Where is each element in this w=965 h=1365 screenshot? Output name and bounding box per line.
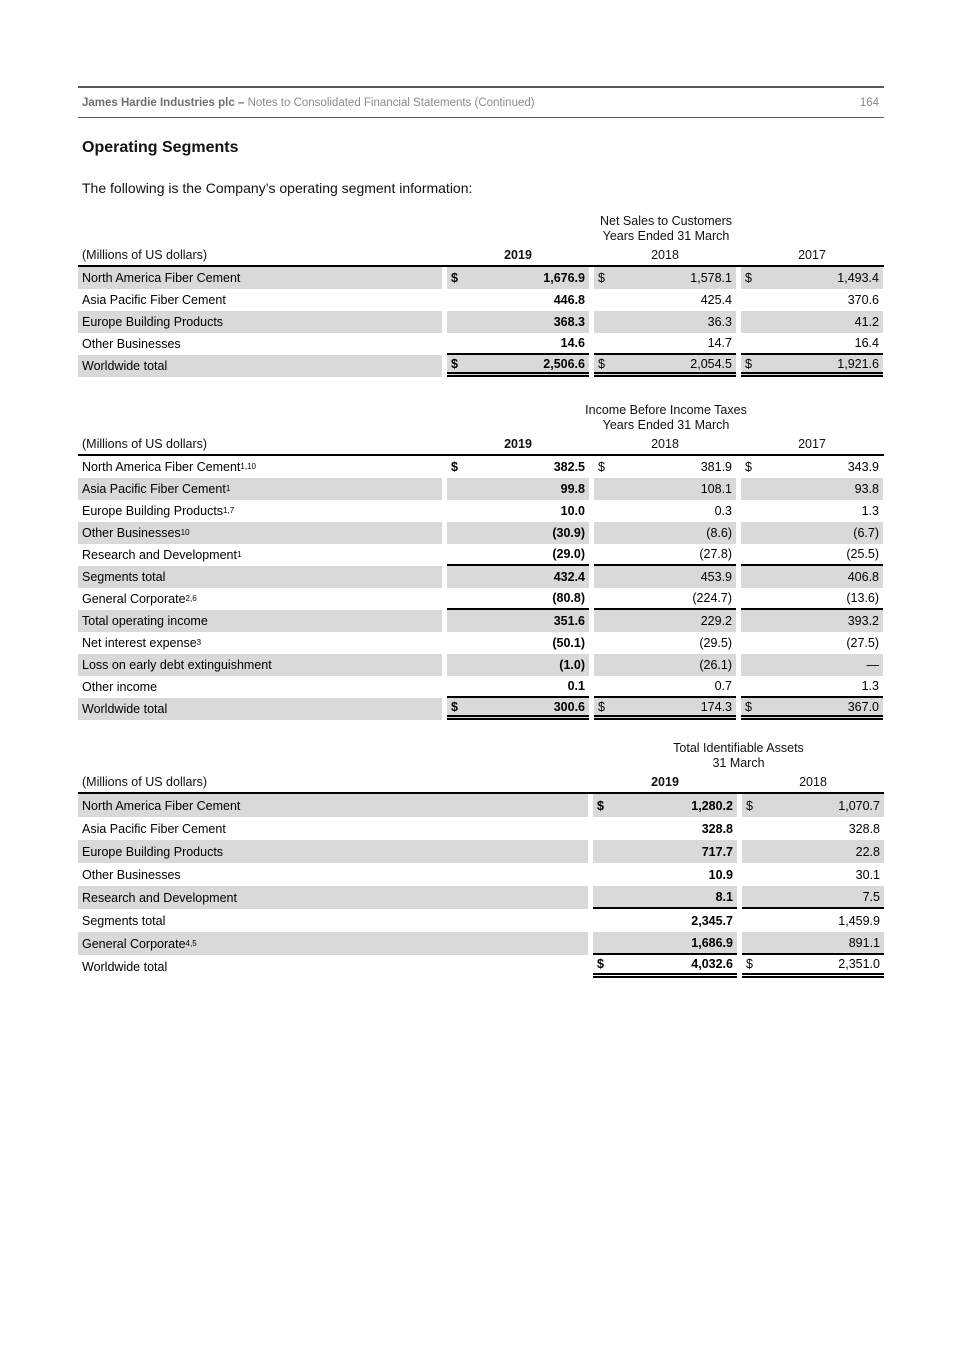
value-cell bbox=[594, 456, 736, 478]
table-row bbox=[78, 456, 884, 478]
section-heading: Operating Segments bbox=[82, 139, 239, 156]
row-label-cell bbox=[78, 267, 442, 289]
row-label-cell bbox=[78, 289, 442, 311]
cell-value: 381.9 bbox=[700, 460, 732, 474]
row-label-cell: North America Fiber Cement 1,10 bbox=[82, 460, 256, 474]
header-rule-bottom bbox=[78, 117, 884, 118]
cell-value: (224.7) bbox=[692, 591, 732, 605]
row-label: Worldwide total bbox=[82, 359, 168, 373]
table-row bbox=[78, 863, 884, 886]
table-row bbox=[78, 698, 884, 720]
cell-value: 108.1 bbox=[700, 482, 732, 496]
row-label: Other income bbox=[82, 680, 158, 694]
year-column-header: 2018 bbox=[651, 248, 679, 262]
table-row bbox=[78, 355, 884, 377]
row-label-cell bbox=[78, 566, 442, 588]
value-cell bbox=[594, 522, 736, 544]
cell-value: 1,280.2 bbox=[691, 798, 733, 813]
dollar-sign: $ bbox=[598, 699, 605, 714]
table-row bbox=[78, 333, 884, 355]
value-cell bbox=[594, 500, 736, 522]
row-label: Research and Development bbox=[82, 548, 237, 562]
intro-text: The following is the Company’s operating segment information: bbox=[82, 180, 473, 196]
row-label-cell bbox=[78, 311, 442, 333]
cell-value: (27.8) bbox=[699, 547, 732, 561]
row-label-cell bbox=[78, 840, 588, 863]
value-cell bbox=[447, 289, 589, 311]
value-cell bbox=[447, 588, 589, 610]
value-cell bbox=[741, 632, 883, 654]
value-cell bbox=[594, 632, 736, 654]
cell-value: 1,676.9 bbox=[543, 271, 585, 285]
cell-value: 10.0 bbox=[560, 504, 585, 518]
table-row bbox=[78, 544, 884, 566]
row-label: Europe Building Products bbox=[82, 315, 224, 329]
cell-value: 93.8 bbox=[854, 482, 879, 496]
cell-value: 10.9 bbox=[708, 867, 733, 882]
value-cell bbox=[447, 522, 589, 544]
table-row bbox=[78, 632, 884, 654]
cell-value: 1.3 bbox=[861, 504, 879, 518]
table-row bbox=[78, 886, 884, 909]
table-row bbox=[78, 794, 884, 817]
dollar-sign: $ bbox=[598, 460, 605, 474]
cell-value: 891.1 bbox=[848, 935, 880, 950]
cell-value: 446.8 bbox=[553, 293, 585, 307]
value-cell bbox=[741, 478, 883, 500]
row-label: Europe Building Products bbox=[82, 844, 224, 859]
value-cell bbox=[741, 355, 883, 377]
value-cell bbox=[742, 794, 884, 817]
table-title-block bbox=[448, 403, 884, 432]
table-row bbox=[78, 676, 884, 698]
cell-value: 717.7 bbox=[701, 844, 733, 859]
value-cell bbox=[594, 698, 736, 720]
row-label-cell: Net interest expense 3 bbox=[82, 636, 202, 650]
cell-value: 36.3 bbox=[707, 315, 732, 329]
cell-value: 368.3 bbox=[553, 315, 585, 329]
value-cell bbox=[742, 840, 884, 863]
document-header bbox=[78, 86, 884, 118]
cell-value: 7.5 bbox=[862, 889, 880, 904]
value-cell bbox=[593, 886, 737, 909]
row-label: Segments total bbox=[82, 913, 166, 928]
cell-value: 1,459.9 bbox=[838, 913, 880, 928]
table-row bbox=[78, 817, 884, 840]
dollar-sign: $ bbox=[745, 271, 752, 285]
value-cell bbox=[741, 566, 883, 588]
table-row bbox=[78, 588, 884, 610]
cell-value: (50.1) bbox=[552, 636, 585, 650]
table-row bbox=[78, 654, 884, 676]
dollar-sign: $ bbox=[451, 460, 458, 474]
header-title bbox=[82, 97, 535, 109]
value-cell bbox=[593, 955, 737, 978]
value-cell bbox=[742, 909, 884, 932]
cell-value: 4,032.6 bbox=[691, 957, 733, 971]
value-cell bbox=[447, 355, 589, 377]
value-cell bbox=[447, 333, 589, 355]
cell-value: (29.5) bbox=[699, 636, 732, 650]
financial-table bbox=[78, 214, 884, 377]
dollar-sign: $ bbox=[746, 957, 753, 971]
table-row bbox=[78, 289, 884, 311]
value-cell bbox=[447, 500, 589, 522]
cell-value: 1,493.4 bbox=[837, 271, 879, 285]
table-row bbox=[78, 610, 884, 632]
row-label: Worldwide total bbox=[82, 702, 168, 716]
cell-value: 30.1 bbox=[855, 867, 880, 882]
table-row bbox=[78, 932, 884, 955]
value-cell bbox=[594, 566, 736, 588]
value-cell bbox=[447, 676, 589, 698]
value-cell bbox=[741, 456, 883, 478]
table-title-block bbox=[448, 214, 884, 243]
cell-value: (30.9) bbox=[552, 526, 585, 540]
value-cell bbox=[447, 311, 589, 333]
cell-value: 174.3 bbox=[700, 699, 732, 714]
row-label-cell: General Corporate 4,5 bbox=[78, 932, 588, 955]
table-row bbox=[78, 840, 884, 863]
table-row bbox=[78, 311, 884, 333]
cell-value: 41.2 bbox=[854, 315, 879, 329]
dollar-sign: $ bbox=[451, 699, 458, 714]
table-header-row bbox=[78, 775, 884, 794]
row-label: Loss on early debt extinguishment bbox=[82, 658, 272, 672]
row-label: North America Fiber Cement bbox=[82, 460, 241, 474]
cell-value: 393.2 bbox=[847, 614, 879, 628]
table-title-block bbox=[593, 741, 884, 770]
cell-value: 1,921.6 bbox=[837, 356, 879, 371]
value-cell bbox=[594, 588, 736, 610]
value-cell bbox=[594, 311, 736, 333]
year-column-header: 2019 bbox=[651, 775, 679, 789]
year-column-header: 2019 bbox=[504, 437, 532, 451]
dollar-sign: $ bbox=[451, 271, 458, 285]
value-cell bbox=[742, 886, 884, 909]
value-cell bbox=[741, 267, 883, 289]
page-content bbox=[78, 0, 884, 978]
row-label-cell bbox=[78, 909, 588, 932]
cell-value: (26.1) bbox=[699, 658, 732, 672]
cell-value: 22.8 bbox=[855, 844, 880, 859]
value-cell bbox=[594, 478, 736, 500]
cell-value: 300.6 bbox=[553, 699, 585, 714]
row-label-cell: Research and Development 1 bbox=[82, 548, 242, 562]
year-column-header: 2017 bbox=[798, 248, 826, 262]
row-label-cell bbox=[78, 698, 442, 720]
cell-value: 1.3 bbox=[861, 679, 879, 693]
row-label: Other Businesses bbox=[82, 867, 181, 882]
table-row bbox=[78, 267, 884, 289]
table-row bbox=[78, 566, 884, 588]
value-cell bbox=[447, 267, 589, 289]
cell-value: (6.7) bbox=[853, 526, 879, 540]
dollar-sign: $ bbox=[745, 460, 752, 474]
page-number: 164 bbox=[859, 96, 879, 109]
cell-value: (1.0) bbox=[559, 658, 585, 672]
dollar-sign: $ bbox=[745, 699, 752, 714]
table-title: Total Identifiable Assets bbox=[673, 741, 804, 755]
row-label: Asia Pacific Fiber Cement bbox=[82, 293, 226, 307]
cell-value: 382.5 bbox=[553, 460, 585, 474]
cell-value: 99.8 bbox=[560, 482, 585, 496]
value-cell bbox=[593, 794, 737, 817]
value-cell bbox=[741, 311, 883, 333]
table-row bbox=[78, 500, 884, 522]
year-column-header: 2018 bbox=[799, 775, 827, 789]
cell-value: 406.8 bbox=[847, 570, 879, 584]
value-cell bbox=[593, 840, 737, 863]
value-cell bbox=[741, 289, 883, 311]
value-cell bbox=[594, 544, 736, 566]
row-label-cell bbox=[78, 654, 442, 676]
cell-value: 16.4 bbox=[854, 336, 879, 350]
value-cell bbox=[593, 863, 737, 886]
year-column-header: 2019 bbox=[504, 248, 532, 262]
cell-value: 432.4 bbox=[553, 570, 585, 584]
value-cell bbox=[594, 289, 736, 311]
row-label-cell bbox=[78, 355, 442, 377]
value-cell bbox=[741, 500, 883, 522]
cell-value: 8.1 bbox=[715, 889, 733, 904]
cell-value: 229.2 bbox=[700, 614, 732, 628]
row-label-cell bbox=[78, 863, 588, 886]
row-label-cell bbox=[78, 333, 442, 355]
row-label: Total operating income bbox=[82, 614, 208, 628]
row-label: North America Fiber Cement bbox=[82, 798, 241, 813]
value-cell bbox=[594, 267, 736, 289]
row-label-cell bbox=[78, 955, 588, 978]
unit-label: (Millions of US dollars) bbox=[82, 437, 208, 451]
cell-value: 453.9 bbox=[700, 570, 732, 584]
table-title: Net Sales to Customers bbox=[600, 214, 732, 228]
value-cell bbox=[594, 333, 736, 355]
cell-value: 14.6 bbox=[560, 336, 585, 350]
cell-value: 370.6 bbox=[847, 293, 879, 307]
value-cell bbox=[593, 909, 737, 932]
table-subtitle: 31 March bbox=[712, 755, 765, 770]
row-label-cell bbox=[78, 817, 588, 840]
dollar-sign: $ bbox=[598, 271, 605, 285]
cell-value: 1,070.7 bbox=[838, 798, 880, 813]
dollar-sign: $ bbox=[598, 356, 605, 371]
value-cell bbox=[741, 610, 883, 632]
row-label: North America Fiber Cement bbox=[82, 271, 241, 285]
value-cell bbox=[447, 566, 589, 588]
row-label: General Corporate bbox=[82, 936, 186, 951]
value-cell bbox=[741, 676, 883, 698]
cell-value: 0.1 bbox=[567, 679, 585, 693]
cell-value: 343.9 bbox=[847, 460, 879, 474]
value-cell bbox=[447, 456, 589, 478]
value-cell bbox=[741, 544, 883, 566]
value-cell bbox=[593, 932, 737, 955]
row-label-cell: Europe Building Products 1,7 bbox=[82, 504, 235, 518]
cell-value: 351.6 bbox=[553, 614, 585, 628]
row-label: Net interest expense bbox=[82, 636, 197, 650]
cell-value: 0.7 bbox=[714, 679, 732, 693]
cell-value: (80.8) bbox=[552, 591, 585, 605]
row-label-cell bbox=[78, 610, 442, 632]
cell-value: 328.8 bbox=[701, 821, 733, 836]
value-cell bbox=[742, 817, 884, 840]
cell-value: 1,686.9 bbox=[691, 935, 733, 950]
row-label-cell: General Corporate 2,6 bbox=[82, 592, 197, 606]
value-cell bbox=[741, 588, 883, 610]
cell-value: 0.3 bbox=[714, 504, 732, 518]
tables-container bbox=[78, 214, 884, 978]
value-cell bbox=[741, 333, 883, 355]
value-cell bbox=[741, 522, 883, 544]
dollar-sign: $ bbox=[746, 798, 753, 813]
value-cell bbox=[447, 698, 589, 720]
financial-table bbox=[78, 741, 884, 978]
cell-value: — bbox=[866, 658, 879, 672]
cell-value: 2,506.6 bbox=[543, 356, 585, 371]
value-cell bbox=[594, 610, 736, 632]
cell-value: 2,351.0 bbox=[838, 957, 880, 971]
value-cell bbox=[447, 544, 589, 566]
row-label-cell bbox=[78, 886, 588, 909]
cell-value: (8.6) bbox=[706, 526, 732, 540]
cell-value: (29.0) bbox=[552, 547, 585, 561]
value-cell bbox=[742, 863, 884, 886]
cell-value: 2,054.5 bbox=[690, 356, 732, 371]
row-label: Asia Pacific Fiber Cement bbox=[82, 482, 226, 496]
cell-value: 328.8 bbox=[848, 821, 880, 836]
row-label-cell: Asia Pacific Fiber Cement 1 bbox=[78, 478, 442, 500]
row-label: Research and Development bbox=[82, 890, 237, 905]
table-row bbox=[78, 522, 884, 544]
header-subtitle: Notes to Consolidated Financial Statements (Continued) bbox=[247, 96, 535, 109]
cell-value: 367.0 bbox=[847, 699, 879, 714]
table-title: Income Before Income Taxes bbox=[585, 403, 747, 417]
table-row bbox=[78, 478, 884, 500]
row-label: Segments total bbox=[82, 570, 166, 584]
table-row bbox=[78, 955, 884, 978]
value-cell bbox=[593, 817, 737, 840]
cell-value: (27.5) bbox=[846, 636, 879, 650]
dollar-sign: $ bbox=[597, 798, 604, 813]
table-header-row bbox=[78, 437, 884, 456]
cell-value: 425.4 bbox=[700, 293, 732, 307]
value-cell bbox=[741, 698, 883, 720]
value-cell bbox=[742, 955, 884, 978]
table-row bbox=[78, 909, 884, 932]
dollar-sign: $ bbox=[597, 957, 604, 971]
year-column-header: 2017 bbox=[798, 437, 826, 451]
value-cell bbox=[594, 676, 736, 698]
row-label: General Corporate bbox=[82, 592, 186, 606]
value-cell bbox=[594, 654, 736, 676]
unit-label: (Millions of US dollars) bbox=[82, 775, 208, 789]
cell-value: 2,345.7 bbox=[691, 913, 733, 928]
company-name: James Hardie Industries plc – bbox=[82, 96, 245, 109]
value-cell bbox=[594, 355, 736, 377]
cell-value: (25.5) bbox=[846, 547, 879, 561]
row-label: Other Businesses bbox=[82, 337, 181, 351]
cell-value: 14.7 bbox=[707, 336, 732, 350]
table-header-row bbox=[78, 248, 884, 267]
table-subtitle: Years Ended 31 March bbox=[602, 417, 730, 432]
cell-value: (13.6) bbox=[846, 591, 879, 605]
row-label: Worldwide total bbox=[82, 959, 168, 974]
row-label-cell bbox=[78, 676, 442, 698]
row-label-cell bbox=[78, 794, 588, 817]
value-cell bbox=[741, 654, 883, 676]
cell-value: 1,578.1 bbox=[690, 271, 732, 285]
dollar-sign: $ bbox=[451, 356, 458, 371]
dollar-sign: $ bbox=[745, 356, 752, 371]
table-subtitle: Years Ended 31 March bbox=[602, 228, 730, 243]
row-label-cell: Other Businesses 10 bbox=[78, 522, 442, 544]
financial-table bbox=[78, 403, 884, 720]
value-cell bbox=[447, 632, 589, 654]
year-column-header: 2018 bbox=[651, 437, 679, 451]
value-cell bbox=[447, 654, 589, 676]
value-cell bbox=[447, 478, 589, 500]
row-label: Other Businesses bbox=[82, 526, 181, 540]
value-cell bbox=[447, 610, 589, 632]
row-label: Asia Pacific Fiber Cement bbox=[82, 821, 226, 836]
unit-label: (Millions of US dollars) bbox=[82, 248, 208, 262]
row-label: Europe Building Products bbox=[82, 504, 224, 518]
value-cell bbox=[742, 932, 884, 955]
